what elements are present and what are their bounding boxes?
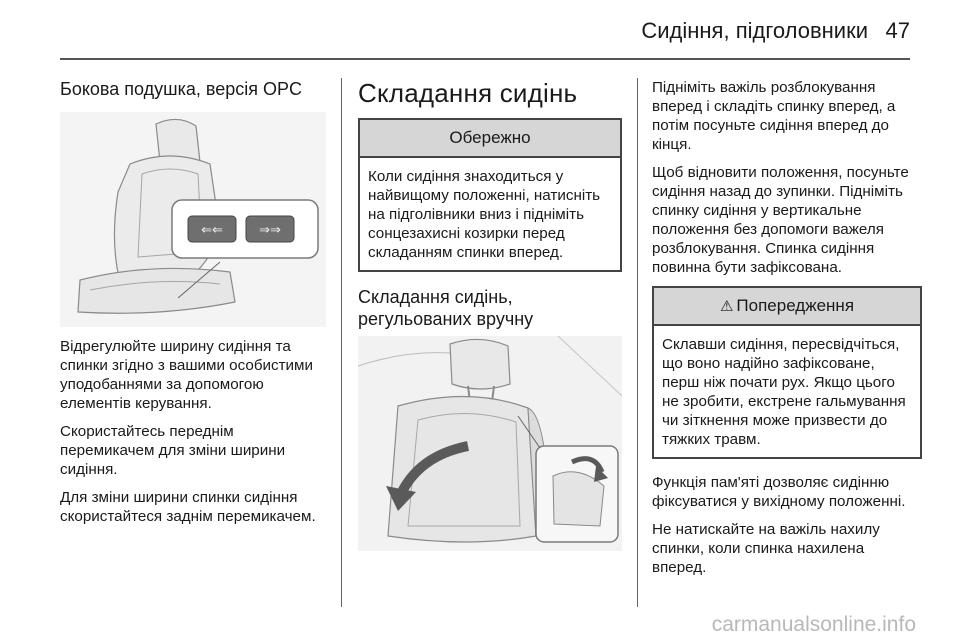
column-divider-1 xyxy=(341,78,342,607)
warning-title: Попередження xyxy=(736,296,855,315)
warning-title-row xyxy=(654,288,920,326)
caution-title: Обережно xyxy=(360,120,620,158)
paragraph: Для зміни ширини спинки сидіння скористайтеся заднім перемикачем. xyxy=(60,489,316,525)
subheading-manual-seats: Складання сидінь, регульованих вручну xyxy=(358,287,534,329)
warning-icon: ⚠ xyxy=(719,298,734,315)
watermark: carmanualsonline.info xyxy=(711,613,916,636)
page-number: 47 xyxy=(885,18,910,43)
warning-box xyxy=(652,286,922,459)
column-divider-2 xyxy=(637,78,638,607)
paragraph: Не натискайте на важіль нахилу спинки, коли спинка нахилена вперед. xyxy=(652,521,880,576)
warning-text: Склавши сидіння, пересвідчіться, що воно надійно зафіксоване, перш ніж почати рух. Якщо цього не зробити, екстрене гальмування чи зіткнення може призвести до тяжких травм. xyxy=(662,336,906,448)
caution-box xyxy=(358,118,622,272)
paragraph: Скористайтесь переднім перемикачем для зміни ширини сидіння. xyxy=(60,423,286,478)
paragraph: Відрегулюйте ширину сидіння та спинки згідно з вашими особистими уподобаннями за допомогою елементів керування. xyxy=(60,338,313,412)
column-2 xyxy=(358,78,622,551)
header-title: Сидіння, підголовники xyxy=(641,18,868,43)
seat-bolster-illustration xyxy=(60,112,326,327)
svg-text:⇐⇐: ⇐⇐ xyxy=(201,223,223,238)
column-3 xyxy=(652,78,922,586)
column-1 xyxy=(60,78,326,535)
main-heading: Складання сидінь xyxy=(358,78,578,108)
paragraph: Підніміть важіль розблокування вперед і складіть спинку вперед, а потім посуньте сидіння вперед до кінця. xyxy=(652,79,896,153)
paragraph: Щоб відновити положення, посуньте сидіння назад до зупинки. Підніміть спинку сидіння у вертикальне положення без допомоги важеля розблокування. Спинка сидіння повинна бути зафіксована. xyxy=(652,164,909,276)
paragraph: Функція пам'яті дозволяє сидінню фіксуватися у вихідному положенні. xyxy=(652,474,906,510)
caution-text: Коли сидіння знаходиться у найвищому положенні, натисніть на підголівники вниз і підніміть сонцезахисні козирки перед складанням спинки вперед. xyxy=(368,168,601,261)
seat-folding-illustration xyxy=(358,336,622,551)
svg-text:⇒⇒: ⇒⇒ xyxy=(259,223,281,238)
section-heading-opc: Бокова подушка, версія OPC xyxy=(60,79,303,99)
header-rule xyxy=(60,58,910,60)
